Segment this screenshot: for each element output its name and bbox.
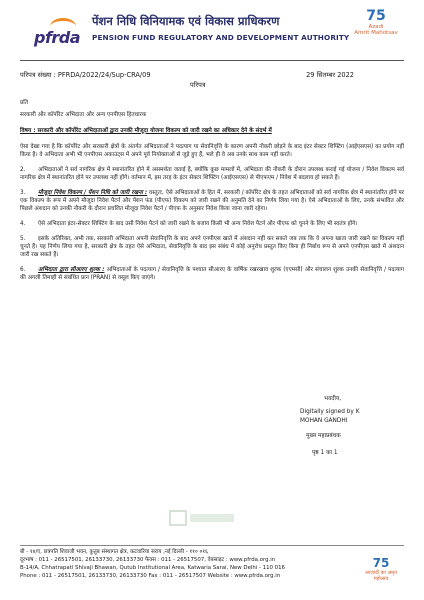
paragraph-2 xyxy=(20,166,404,182)
digital-signature-line1: Digitally signed by K xyxy=(300,409,360,415)
para2-number: 2. xyxy=(20,167,26,173)
paragraph-3 xyxy=(20,189,404,213)
circular-label: परिपत्र xyxy=(190,81,206,89)
para6-text: अभिदाताओं के पदत्याग / सेवानिवृत्ति के पश्चात सीआरए के वार्षिक रखरखाव शुल्क (एएमसी) और संचालन शुल्क उनकी सेवानिवृत्ति / पदत्याग की अगली तिमाही से संबंधित प्रान (PRAN) से वसूल किए जाएंगे। xyxy=(20,267,404,281)
circular-reference: परिपत्र संख्या : PFRDA/2022/24/Sup-CRA/09 xyxy=(20,71,151,79)
para3-number: 3. xyxy=(20,190,26,196)
amrit-number: 75 xyxy=(372,556,390,570)
footer-line1: बी - १४/ए, छत्रपति शिवाजी भवन, कुतुब संस्थागत क्षेत्र, कटवारिया सराय ,नई दिल्ली - ११० ०१६ xyxy=(20,549,208,555)
para4-text: ऐसे अभिदाता इंटर-सेक्टर शिफ्टिंग के बाद उसी निवेश पैटर्न को जारी रखने के बजाय किसी भी अन्य निवेश पैटर्न और पीएफ को चुनने के लिए भी स्वतंत्र होंगे। xyxy=(38,221,358,227)
para5-text: इसके अतिरिक्त, अभी तक, सरकारी अभिदाता अपनी सेवानिवृत्ति के बाद अपने एनपीएस खाते में अंशदान नहीं कर सकते जब तक कि वे अपना खाता जारी रखने का विकल्प नहीं चुनते हैं। यह निर्णय लिया गया है, सरकारी क्षेत्र के तहत ऐसे अभिदाता, सेवानिवृत्ति के बाद इस संबंध में कोई अनुरोध प्रस्तुत किए बिना ही निर्बाध रूप से अपने एनपीएस खाते में अंशदान जारी रख सकते हैं। xyxy=(20,236,404,258)
para2-text: अभिदाताओं ने सर्व नागरिक क्षेत्र में स्थानांतरित होने में असमर्थता जताई है, क्योंकि कुछ मामलों में, अभिदाता की नौकरी के दौरान उपलब्ध कराई गई योजना / निवेश विकल्प सर्व नागरिक क्षेत्र में स्थानांतरित होने पर उपलब्ध नहीं होंगे। वर्तमान में, इस तरह के इंटर सेक्टर शिफ्टिंग (आईएसएस) से पीएफएम / निवेश में बदलाव हो सकते हैं। xyxy=(20,167,404,181)
page-number: पृष्ठ 1 का 1 xyxy=(312,450,338,456)
footer-line3: B-14/A, Chhatrapati Shivaji Bhawan, Qutub Institutional Area, Katwaria Sarai, New Delhi - 110 016 xyxy=(20,565,285,571)
subject-line xyxy=(20,127,404,135)
para6-number: 6. xyxy=(20,267,26,273)
org-name-english: PENSION FUND REGULATORY AND DEVELOPMENT AUTHORITY xyxy=(92,33,350,42)
subject-text: विषय : सरकारी और कॉर्पोरेट अभिदाताओं द्वारा उनकी मौजूदा योजना विकल्प को जारी रखने का अधिकार देने के संदर्भ में xyxy=(20,128,272,134)
circular-date: 29 सितम्बर 2022 xyxy=(306,71,354,79)
digital-signature-line2: MOHAN GANDHI xyxy=(300,418,348,424)
azadi-line1: Azadi xyxy=(368,24,384,30)
footer-address xyxy=(20,548,404,580)
org-name-hindi: पेंशन निधि विनियामक एवं विकास प्राधिकरण xyxy=(92,14,280,28)
para3-text: वस्तुतः, ऐसे अभिदाताओं के हित में, सरकारी / कॉर्पोरेट क्षेत्र के तहत अभिदाताओं को सर्व नागरिक क्षेत्र में स्थानांतरित होने पर एक विकल्प के रूप में अपने मौजूदा निवेश पैटर्न और पेंशन फंड (पीएफ) विकल्प को जारी रखने की अनुमति देने का निर्णय लिया गया है। ऐसे अभिदाताओं के लिए, उनके संभावित और पिछले अंशदान को उनकी नौकरी के दौरान प्रचलित मौजूदा निवेश पैटर्न / पीएफ के अनुसार निवेश किया जाना जारी रहेगा। xyxy=(20,190,405,212)
addressee: सरकारी और कॉर्पोरेट अभिदाता और अन्य एनपीएस हितधारक xyxy=(20,112,147,118)
footer-line2: दूरभाष : 011 - 26517501, 26133730, 26133730 फैक्स : 011 - 26517507, वेबसाइट : www.pfrda.org.in xyxy=(20,557,276,563)
header-divider xyxy=(20,60,404,61)
para6-title: अभिदाता द्वारा सीआरए शुल्क : xyxy=(38,267,105,273)
azadi-number: 75 xyxy=(366,8,386,24)
para4-number: 4. xyxy=(20,221,26,227)
logo-text: pfrda xyxy=(34,28,81,47)
para3-title: मौजूदा निवेश विकल्प / पेंशन निधि को जारी रखना : xyxy=(38,190,148,196)
azadi-line2: Amrit Mahotsav xyxy=(354,30,398,36)
intro-paragraph: ऐसा देखा गया है कि कॉर्पोरेट और सरकारी क्षेत्रों के अंतर्गत अभिदाताओं ने पदत्याग या सेवानिवृत्ति के कारण अपनी नौकरी छोड़ने के बाद इंटर सेक्टर शिफ्टिंग (आईएसएस) का प्रयोग नहीं किया है। वे अभिदाता अभी भी एनपीएस अकाउंट्स में अपने पूर्व नियोक्ताओं से जुड़े हुए हैं, भले ही वे अब उनके साथ काम नहीं करते। xyxy=(20,144,404,158)
circular-body xyxy=(20,99,404,289)
amrit-text: आज़ादी का अमृत महोत्सव xyxy=(364,570,398,582)
letterhead xyxy=(20,0,404,58)
pfrda-logo xyxy=(28,14,86,50)
azadi-amrit-mahotsav-logo xyxy=(354,8,398,48)
paragraph-4 xyxy=(20,220,404,228)
to-label: प्रति xyxy=(20,100,28,106)
paragraph-5 xyxy=(20,235,404,259)
footer-divider xyxy=(20,545,404,546)
paragraph-6 xyxy=(20,266,404,282)
signatory-role: मुख्य महाप्रबंधक xyxy=(306,433,341,439)
para5-number: 5. xyxy=(20,236,26,242)
watermark-logo-icon xyxy=(168,505,238,531)
amrit-mahotsav-footer-logo xyxy=(360,556,402,592)
signature-block xyxy=(300,395,360,458)
footer-line4: Phone : 011 - 26517501, 26133730, 26133730 Fax : 011 - 26517507 Website : www.pfrda.org.in xyxy=(20,573,281,579)
closing-salutation: भवदीय, xyxy=(324,396,342,402)
